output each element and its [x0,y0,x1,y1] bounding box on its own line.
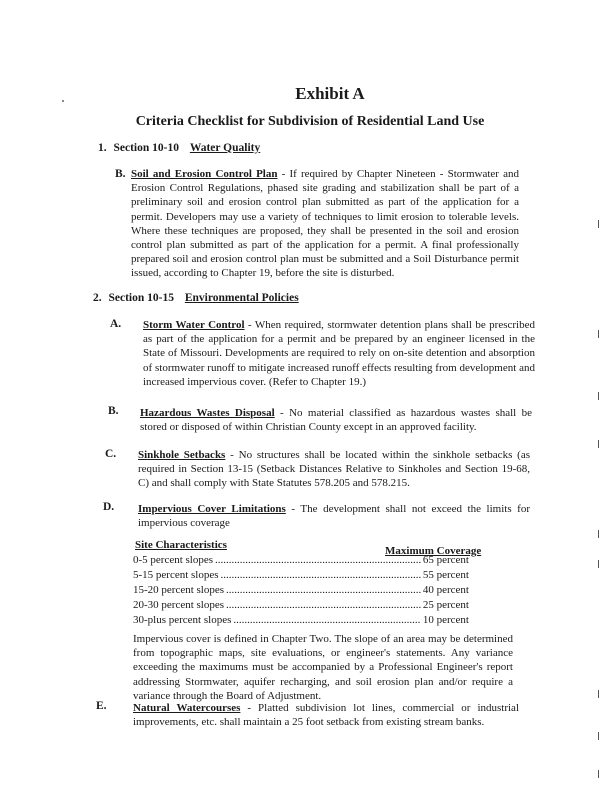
section-1-number: 1. [98,142,107,154]
row-value: 10 percent [422,614,469,626]
section-1-item-b-text: - If required by Chapter Nineteen - Stormwater and Erosion Control Regulations, phased site grading and stabilization shall be part of a preliminary soil and erosion control plan submitted as part of the application for a permit. Developers may use a variety of techniques to limit erosion to tolerable levels. Where these techniques are proposed, they shall be presented in the soil and erosion control plan submitted as part of the application for a permit. A final professionally prepared soil and erosion control plan must be submitted and a Soil Disturbance permit issued, according to Chapter 19, before the site is disturbed. [131,168,519,280]
table-header-site-characteristics: Site Characteristics [135,539,227,551]
table-header-maximum-coverage: Maximum Coverage [385,545,482,557]
scan-edge-mark [598,560,599,568]
row-value: 40 percent [422,584,469,596]
section-2-item-e-heading: Natural Watercourses [133,702,241,714]
section-1-heading [98,142,260,154]
section-2-name: Environmental Policies [184,292,299,304]
scan-edge-mark [598,330,599,338]
row-value: 65 percent [422,554,469,566]
page-title: Exhibit A [295,84,365,103]
scan-edge-mark [598,392,599,400]
section-2-number: 2. [93,292,102,304]
scan-edge-mark [598,530,599,538]
section-2-item-a-paragraph [143,318,535,389]
dot-leader [233,614,421,626]
impervious-cover-note: Impervious cover is defined in Chapter Two. The slope of an area may be determined from topographic maps, site evaluations, or engineer's statements. Any variance exceeding the maximums must be accompanied by a Professional Engineer's report addressing Stormwater, aquifer recharging, and soil erosion plan and/or require a variance through the Board of Adjustment. [133,633,513,702]
section-2-item-a-letter: A. [110,318,122,330]
section-2-item-e-paragraph [133,701,519,729]
section-1-item-b-heading: Soil and Erosion Control Plan [131,168,278,180]
section-2-item-b-text: - No material classified as hazardous wastes shall be stored or disposed of within Christian County except in an approved facility. [140,407,532,434]
scan-edge-mark [598,770,599,778]
scan-edge-mark [598,732,599,740]
dot-leader [226,584,421,596]
row-label: 5-15 percent slopes [133,569,219,581]
section-2-item-b-heading: Hazardous Wastes Disposal [140,407,275,419]
row-label: 0-5 percent slopes [133,554,214,566]
section-1-name: Water Quality [189,142,261,154]
dot-leader [226,599,421,611]
section-2-item-d-paragraph [138,502,530,530]
section-2-item-c-letter: C. [105,448,117,460]
section-1-item-b-paragraph [131,167,519,281]
section-2-item-c-text: - No structures shall be located within the sinkhole setbacks (as required in Section 13-15 (Setback Distances Relative to Sinkholes and Section 19-68, C) and shall comply with State Statutes 578.205 and 578.215. [138,449,530,490]
section-2-item-d-heading: Impervious Cover Limitations [138,503,286,515]
table-row [133,569,469,583]
dot-leader [215,554,421,566]
row-label: 20-30 percent slopes [133,599,225,611]
section-2-item-d-letter: D. [103,501,115,513]
section-2-item-a-heading: Storm Water Control [143,319,245,331]
section-2-item-e-text: - Platted subdivision lot lines, commercial or industrial improvements, etc. shall maintain a 25 foot setback from existing stream banks. [133,702,519,729]
section-2-item-a-text: - When required, stormwater detention plans shall be prescribed as part of the application for a permit and be prepared by an engineer licensed in the State of Missouri. Developments are required to rely on on-site detention and absorption of stormwater runoff to mitigate increased runoff effects resulting from development and increased impervious cover. (Refer to Chapter 19.) [143,319,535,388]
row-value: 25 percent [422,599,469,611]
table-row [133,599,469,613]
dot-leader [221,569,421,581]
section-2-label: Section 10-15 [108,292,174,304]
section-1-item-b-letter: B. [115,168,126,180]
section-2-item-c-paragraph [138,448,530,491]
row-label: 15-20 percent slopes [133,584,225,596]
section-2-item-b-paragraph [140,406,532,434]
section-2-heading [93,292,299,304]
page-subtitle: Criteria Checklist for Subdivision of Residential Land Use [135,114,485,129]
scan-edge-mark [598,220,599,228]
scan-edge-mark [598,690,599,698]
row-label: 30-plus percent slopes [133,614,232,626]
section-2-item-c-heading: Sinkhole Setbacks [138,449,226,461]
table-row [133,584,469,598]
scan-edge-mark [598,440,599,448]
section-2-item-d-text: - The development shall not exceed the limits for impervious coverage [138,503,530,530]
section-2-item-b-letter: B. [108,405,119,417]
row-value: 55 percent [422,569,469,581]
table-row [133,554,469,568]
section-2-item-e-letter: E. [96,700,107,712]
table-row [133,614,469,628]
section-1-label: Section 10-10 [113,142,179,154]
